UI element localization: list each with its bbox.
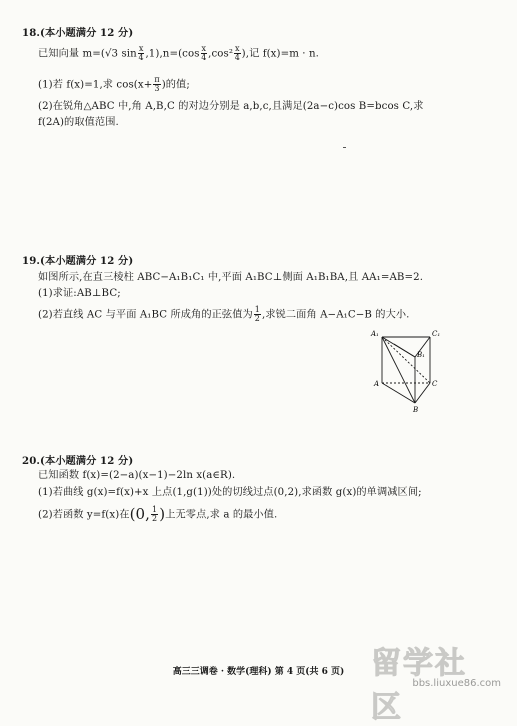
q19-part1: (1)求证:AB⊥BC; [38, 288, 121, 299]
fraction: $\frac{1}{2}$ [152, 505, 158, 523]
watermark-logo [371, 638, 511, 725]
fraction: $\frac{x}{4}$ [138, 44, 144, 62]
page-footer: 高三三调卷 · 数学(理科) 第 4 页(共 6 页) [172, 667, 345, 677]
label-C: C [432, 380, 438, 388]
fraction: $\frac{1}{2}$ [254, 305, 260, 323]
q18-given-part2: ,1),n=(cos [145, 48, 200, 60]
q20-part2-text: (2)若函数 y=f(x)在 [38, 509, 130, 521]
fraction: $\frac{x}{4}$ [234, 44, 240, 62]
q19-part2-text: (2)若直线 AC 与平面 A₁BC 所成角的正弦值为 [38, 309, 253, 321]
scan-speck [343, 147, 346, 148]
label-A1: A₁ [371, 330, 379, 338]
q19-header: 19.(本小题满分 12 分) [22, 255, 134, 267]
q19-given: 如图所示,在直三棱柱 ABC−A₁B₁C₁ 中,平面 A₁BC⊥侧面 A₁B₁BA,且 AA₁=AB=2. [38, 272, 424, 283]
label-A: A [374, 380, 380, 388]
label-B: B [413, 406, 419, 413]
q18-part1 [38, 76, 190, 93]
q18-part1-text: (1)若 f(x)=1,求 cos(x+ [38, 79, 153, 91]
watermark-url: bbs.liuxue86.com [412, 678, 501, 689]
q20-part1: (1)若曲线 g(x)=f(x)+x 上点(1,g(1))处的切线过点(0,2),求函数 g(x)的单调减区间; [38, 487, 422, 498]
fraction: $\frac{\pi}{3}$ [154, 75, 160, 93]
q18-given-part4: ),记 f(x)=m · n. [241, 48, 319, 60]
q19-part2-tail: ,求锐二面角 A−A₁C−B 的大小. [261, 309, 410, 321]
fraction: $\frac{x}{4}$ [201, 44, 207, 62]
q18-given-part3: ,cos² [208, 48, 234, 60]
q18-part1-tail: )的值; [161, 79, 190, 91]
q20-part2-tail: 上无零点,求 a 的最小值. [165, 509, 278, 521]
interval-right: ) [159, 505, 166, 523]
edge-inner [394, 344, 415, 357]
label-B1: B₁ [417, 351, 425, 359]
watermark-text: 留学社区 [371, 646, 467, 725]
q18-given [38, 45, 319, 62]
interval-left: (0, [129, 505, 151, 523]
q20-given: 已知函数 f(x)=(2−a)(x−1)−2ln x(a∈R). [38, 470, 236, 481]
q20-part2 [38, 506, 277, 523]
q18-part2-cont: f(2A)的取值范围. [38, 117, 119, 128]
q18-part2: (2)在锐角△ABC 中,角 A,B,C 的对边分别是 a,b,c,且满足(2a−c)cos B=bcos C,求 [38, 101, 424, 112]
edge-a1c [382, 337, 430, 383]
edge-bc [415, 383, 430, 403]
q19-part2 [38, 306, 410, 323]
q20-header: 20.(本小题满分 12 分) [22, 455, 134, 467]
prism-figure [368, 327, 446, 413]
q18-given-part1: 已知向量 m=(√3 sin [38, 48, 137, 60]
label-C1: C₁ [432, 330, 441, 338]
q18-header: 18.(本小题满分 12 分) [22, 27, 134, 39]
